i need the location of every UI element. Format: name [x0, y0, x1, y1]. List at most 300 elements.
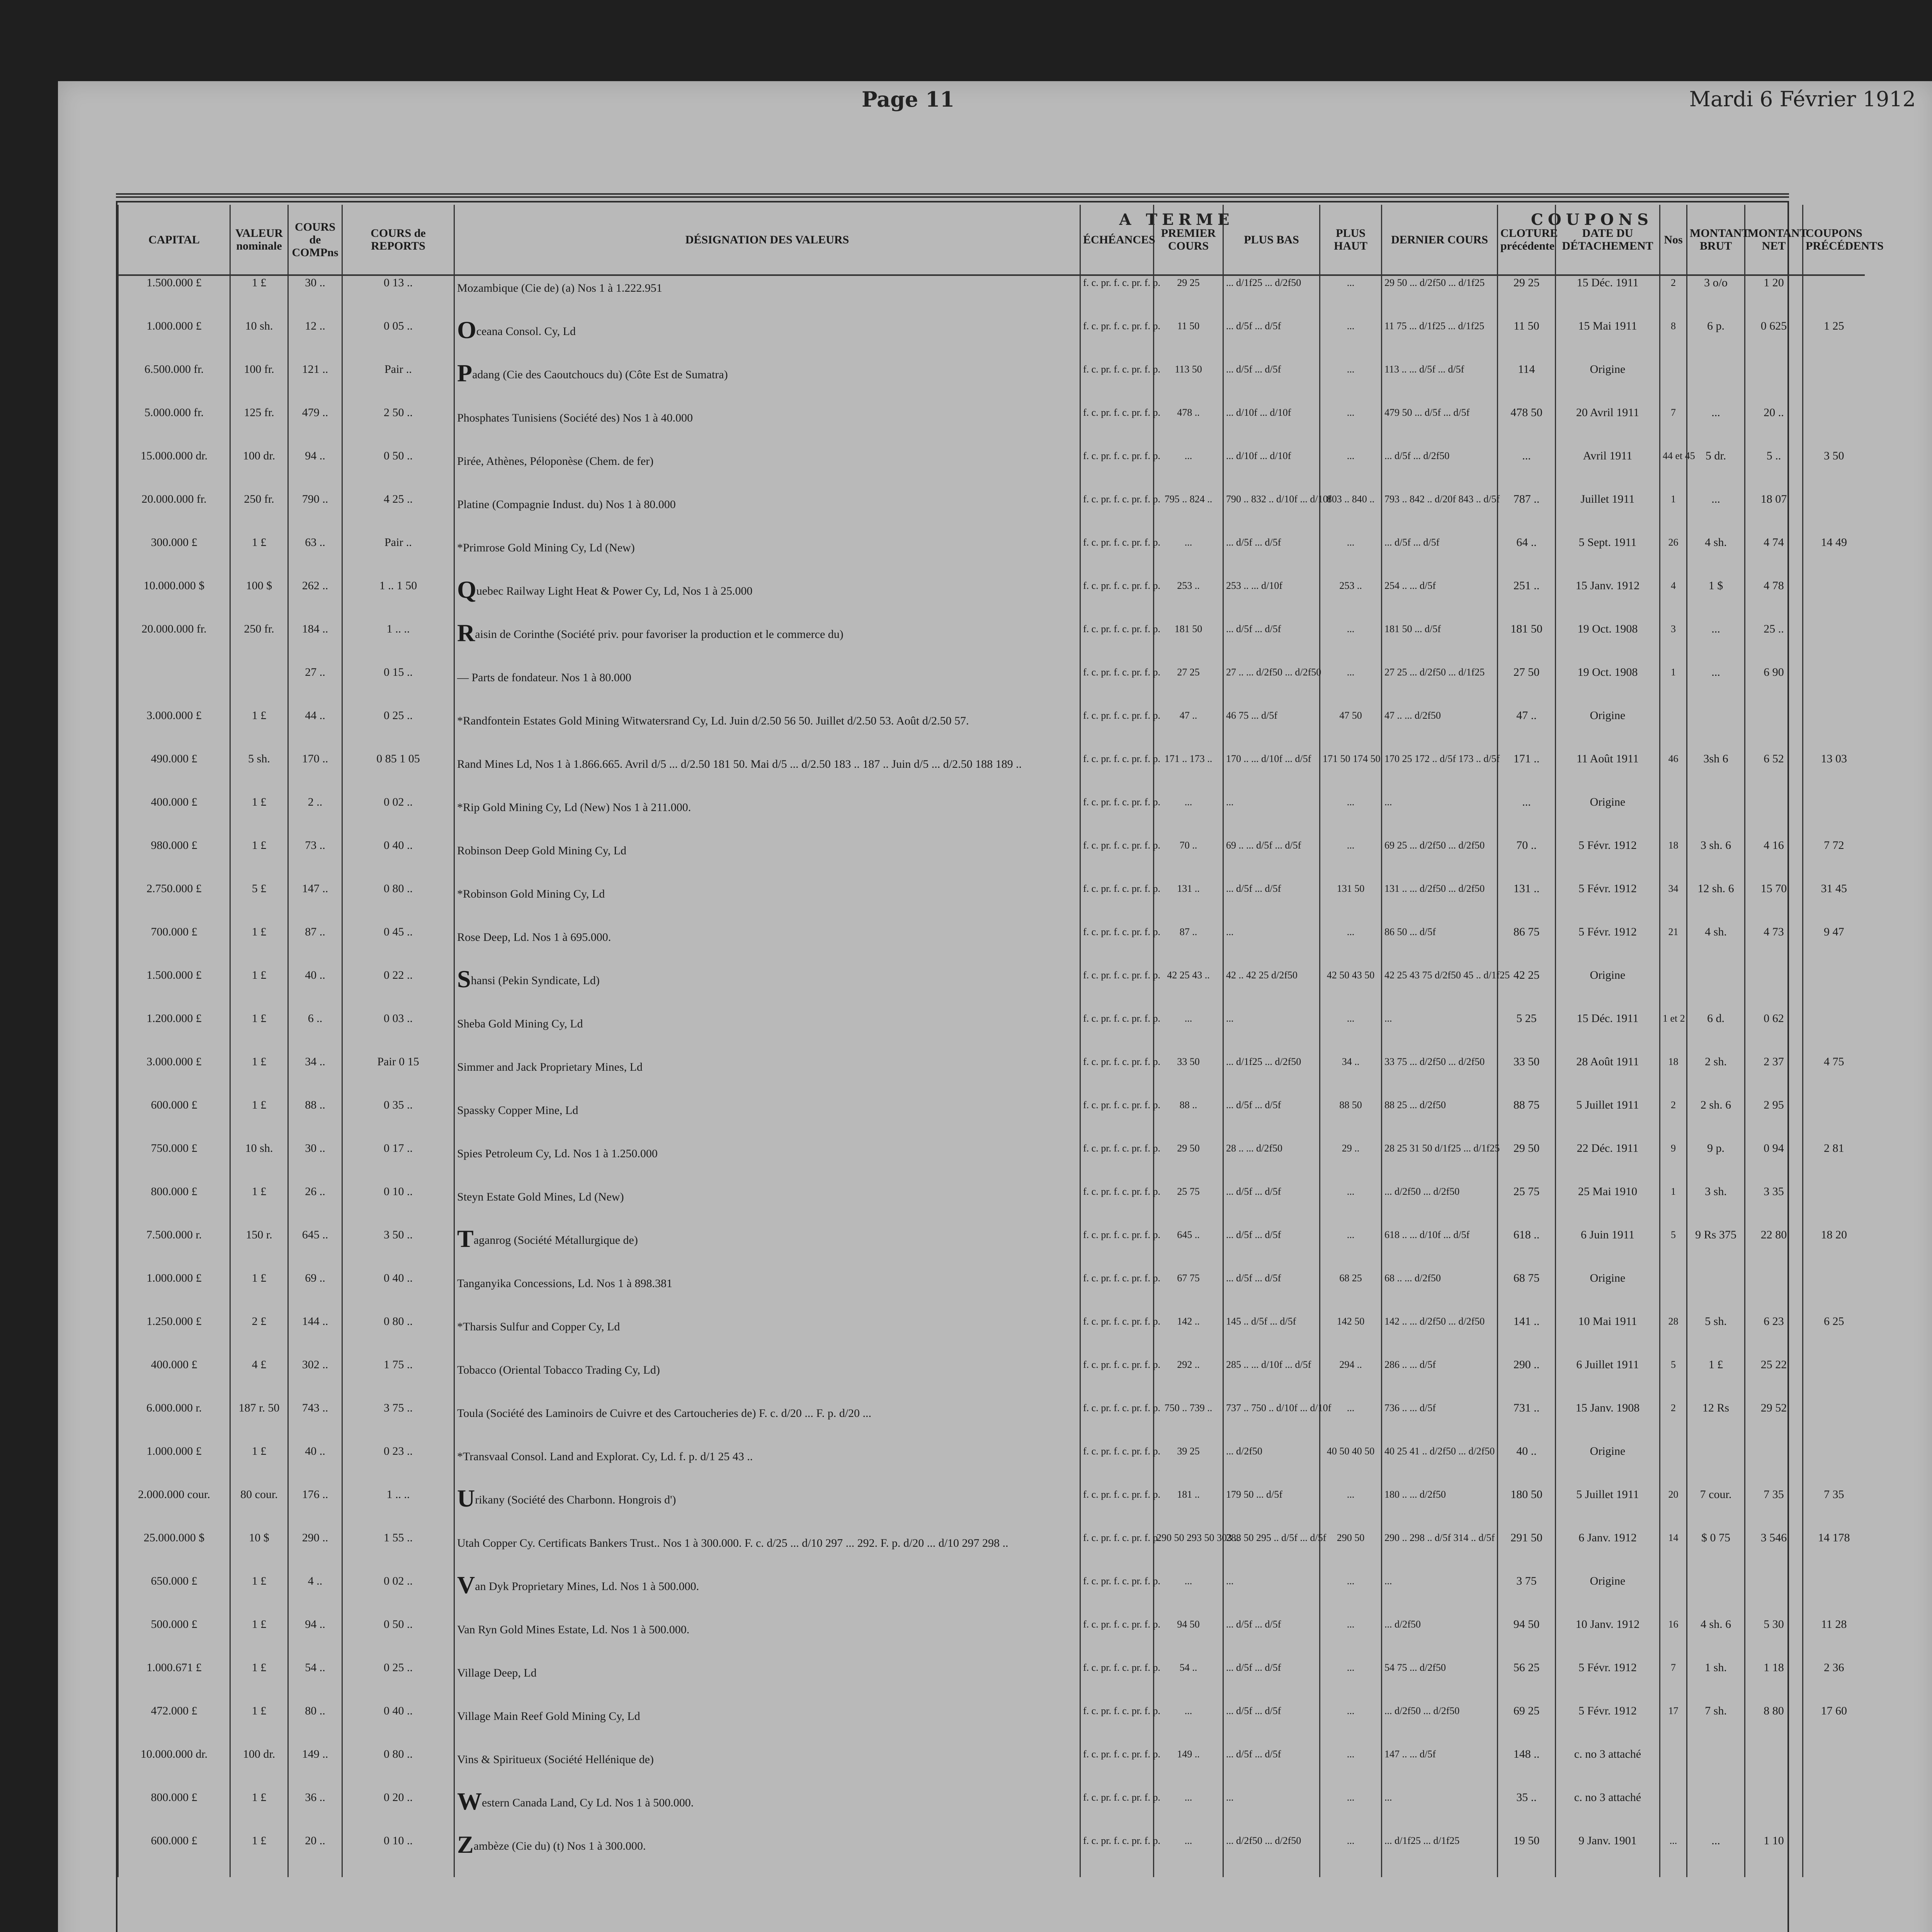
cell-plus-haut: ... [1320, 1488, 1382, 1531]
cell-cloture: 131 .. [1498, 882, 1556, 925]
cell-coupons-precedents: 13 03 [1803, 752, 1865, 795]
cell-montant-brut: 3 sh. [1687, 1185, 1745, 1228]
cell-numero [1660, 968, 1687, 1012]
cell-echeances: f. c. pr. f. c. pr. f. p. [1080, 665, 1154, 709]
cell-nominal: 1 £ [230, 838, 288, 882]
cell-premier-cours: 142 .. [1154, 1315, 1223, 1358]
cell-capital [118, 665, 230, 709]
cell-cours-comp: 54 .. [288, 1661, 342, 1704]
cell-coupons-precedents [1803, 1444, 1865, 1488]
cell-premier-cours: ... [1154, 449, 1223, 492]
cell-capital: 10.000.000 dr. [118, 1747, 230, 1791]
cell-numero: 16 [1660, 1617, 1687, 1661]
cell-numero: 7 [1660, 1661, 1687, 1704]
cell-date-detachement: Avril 1911 [1556, 449, 1660, 492]
cell-montant-net: 1 18 [1745, 1661, 1803, 1704]
table-row [118, 1141, 1865, 1185]
cell-dernier-cours: ... d/2f50 ... d/2f50 [1382, 1185, 1498, 1228]
cell-plus-bas: ... d/5f ... d/5f [1223, 1704, 1320, 1747]
cell-numero: 17 [1660, 1704, 1687, 1747]
cell-cours-reports: 0 40 .. [342, 1704, 454, 1747]
cell-coupons-precedents [1803, 1271, 1865, 1315]
cell-montant-brut: 2 sh. [1687, 1055, 1745, 1098]
cell-cloture: 618 .. [1498, 1228, 1556, 1271]
cell-date-detachement: Origine [1556, 968, 1660, 1012]
cell-dernier-cours: ... d/5f ... d/2f50 [1382, 449, 1498, 492]
cell-plus-bas: ... [1223, 1791, 1320, 1834]
drop-initial: W [457, 1787, 482, 1815]
table-row [118, 925, 1865, 968]
cell-nominal: 1 £ [230, 1704, 288, 1747]
cell-dernier-cours: 147 .. ... d/5f [1382, 1747, 1498, 1791]
cell-premier-cours: 253 .. [1154, 579, 1223, 622]
cell-cloture: 88 75 [1498, 1098, 1556, 1141]
cell-nominal: 10 sh. [230, 1141, 288, 1185]
cell-numero [1660, 1444, 1687, 1488]
cell-dernier-cours: 27 25 ... d/2f50 ... d/1f25 [1382, 665, 1498, 709]
cell-premier-cours: ... [1154, 1012, 1223, 1055]
cell-coupons-precedents: 1 25 [1803, 319, 1865, 362]
cell-montant-net: 20 .. [1745, 406, 1803, 449]
cell-nominal: 1 £ [230, 1834, 288, 1877]
designation-text: Pirée, Athènes, Péloponèse (Chem. de fer) [457, 455, 654, 468]
cell-plus-haut: ... [1320, 1574, 1382, 1617]
cell-date-detachement: 19 Oct. 1908 [1556, 622, 1660, 665]
cell-montant-brut: 9 Rs 375 [1687, 1228, 1745, 1271]
cell-cours-reports: 0 80 .. [342, 1315, 454, 1358]
cell-montant-net: 29 52 [1745, 1401, 1803, 1444]
cell-montant-brut: $ 0 75 [1687, 1531, 1745, 1574]
cell-plus-haut: ... [1320, 1661, 1382, 1704]
cell-numero: 1 [1660, 665, 1687, 709]
cell-designation [454, 1271, 1080, 1315]
cell-nominal: 1 £ [230, 795, 288, 838]
cell-montant-brut: 5 sh. [1687, 1315, 1745, 1358]
cell-montant-brut: 2 sh. 6 [1687, 1098, 1745, 1141]
cell-nominal: 1 £ [230, 1271, 288, 1315]
cell-echeances: f. c. pr. f. c. pr. f. p. [1080, 1444, 1154, 1488]
cell-cloture: 40 .. [1498, 1444, 1556, 1488]
cell-plus-haut: ... [1320, 925, 1382, 968]
cell-numero: 34 [1660, 882, 1687, 925]
cell-dernier-cours: 181 50 ... d/5f [1382, 622, 1498, 665]
cell-cours-reports: 0 50 .. [342, 449, 454, 492]
cell-capital: 300.000 £ [118, 536, 230, 579]
cell-premier-cours: 11 50 [1154, 319, 1223, 362]
cell-premier-cours: 67 75 [1154, 1271, 1223, 1315]
cell-numero: 21 [1660, 925, 1687, 968]
cell-plus-bas: ... d/10f ... d/10f [1223, 449, 1320, 492]
cell-dernier-cours: ... [1382, 1791, 1498, 1834]
drop-initial: S [457, 965, 471, 993]
cell-dernier-cours: ... [1382, 1574, 1498, 1617]
cell-cours-reports: 0 85 1 05 [342, 752, 454, 795]
cell-designation [454, 1661, 1080, 1704]
cell-montant-net: 2 95 [1745, 1098, 1803, 1141]
cell-coupons-precedents: 11 28 [1803, 1617, 1865, 1661]
cell-plus-haut: 171 50 174 50 [1320, 752, 1382, 795]
cell-plus-haut: ... [1320, 622, 1382, 665]
cell-numero: 44 et 45 [1660, 449, 1687, 492]
cell-echeances: f. c. pr. f. c. pr. f. p. [1080, 449, 1154, 492]
cell-designation [454, 449, 1080, 492]
col-cloture: CLOTURE précédente [1498, 205, 1556, 275]
designation-text: Village Deep, Ld [457, 1667, 537, 1679]
cell-coupons-precedents: 14 49 [1803, 536, 1865, 579]
table-header-row [118, 205, 1865, 275]
cell-cours-comp: 302 .. [288, 1358, 342, 1401]
cell-coupons-precedents [1803, 275, 1865, 319]
cell-cours-comp: 30 .. [288, 275, 342, 319]
cell-dernier-cours: 254 .. ... d/5f [1382, 579, 1498, 622]
cell-montant-net: 15 70 [1745, 882, 1803, 925]
designation-text: Mozambique (Cie de) (a) Nos 1 à 1.222.951 [457, 282, 662, 294]
cell-plus-bas: 27 .. ... d/2f50 ... d/2f50 [1223, 665, 1320, 709]
cell-numero: 1 [1660, 492, 1687, 536]
cell-montant-net: 4 73 [1745, 925, 1803, 968]
col-designation: DÉSIGNATION DES VALEURS [454, 205, 1080, 275]
cell-date-detachement: 10 Janv. 1912 [1556, 1617, 1660, 1661]
cell-capital: 3.000.000 £ [118, 1055, 230, 1098]
cell-montant-net: 6 52 [1745, 752, 1803, 795]
cell-coupons-precedents [1803, 968, 1865, 1012]
cell-cloture: 19 50 [1498, 1834, 1556, 1877]
designation-text: — Parts de fondateur. Nos 1 à 80.000 [457, 671, 631, 684]
cell-plus-haut: ... [1320, 1704, 1382, 1747]
col-montant-net: MONTANT NET [1745, 205, 1803, 275]
cell-premier-cours: 181 .. [1154, 1488, 1223, 1531]
cell-cours-comp: 26 .. [288, 1185, 342, 1228]
cell-plus-haut: ... [1320, 1012, 1382, 1055]
cell-capital: 800.000 £ [118, 1791, 230, 1834]
cell-plus-haut: 803 .. 840 .. [1320, 492, 1382, 536]
cell-numero: 2 [1660, 275, 1687, 319]
cell-designation [454, 619, 1080, 665]
cell-montant-brut [1687, 795, 1745, 838]
cell-date-detachement: 5 Févr. 1912 [1556, 838, 1660, 882]
table-row [118, 1704, 1865, 1747]
cell-date-detachement: 15 Déc. 1911 [1556, 1012, 1660, 1055]
cell-premier-cours: 131 .. [1154, 882, 1223, 925]
cell-capital: 800.000 £ [118, 1185, 230, 1228]
cell-cours-reports: 3 50 .. [342, 1228, 454, 1271]
cell-cours-comp: 149 .. [288, 1747, 342, 1791]
cell-plus-haut: ... [1320, 665, 1382, 709]
designation-text: Utah Copper Cy. Certificats Bankers Trust.. Nos 1 à 300.000. F. c. d/25 ... d/10 297 ... 292. F. p. d/20 ... d/10 297 298 .. [457, 1537, 1009, 1549]
cell-montant-net [1745, 1574, 1803, 1617]
cell-cloture: 33 50 [1498, 1055, 1556, 1098]
cell-designation [454, 1055, 1080, 1098]
cell-date-detachement: Origine [1556, 1444, 1660, 1488]
cell-montant-net: 4 78 [1745, 579, 1803, 622]
cell-numero [1660, 1791, 1687, 1834]
cell-cours-comp: 20 .. [288, 1834, 342, 1877]
designation-text: Van Ryn Gold Mines Estate, Ld. Nos 1 à 500.000. [457, 1623, 690, 1636]
cell-nominal [230, 665, 288, 709]
cell-coupons-precedents: 3 50 [1803, 449, 1865, 492]
designation-text: Tanganyika Concessions, Ld. Nos 1 à 898.381 [457, 1277, 672, 1290]
cell-montant-net: 1 20 [1745, 275, 1803, 319]
cell-premier-cours: 29 50 [1154, 1141, 1223, 1185]
cell-cloture: 27 50 [1498, 665, 1556, 709]
cell-designation [454, 1225, 1080, 1271]
table-row [118, 275, 1865, 319]
cell-capital: 750.000 £ [118, 1141, 230, 1185]
table-row [118, 319, 1865, 362]
cell-date-detachement: 15 Janv. 1908 [1556, 1401, 1660, 1444]
cell-coupons-precedents [1803, 1185, 1865, 1228]
col-cours-comp: COURS de COMPns [288, 205, 342, 275]
cell-cours-comp: 63 .. [288, 536, 342, 579]
cell-nominal: 5 sh. [230, 752, 288, 795]
cell-cours-comp: 170 .. [288, 752, 342, 795]
cell-designation [454, 576, 1080, 622]
cell-cloture: 42 25 [1498, 968, 1556, 1012]
table-row [118, 752, 1865, 795]
cell-cours-comp: 34 .. [288, 1055, 342, 1098]
drop-initial: U [457, 1485, 475, 1512]
cell-cours-comp: 184 .. [288, 622, 342, 665]
cell-dernier-cours: 479 50 ... d/5f ... d/5f [1382, 406, 1498, 449]
col-plus-haut: PLUS HAUT [1320, 205, 1382, 275]
cell-premier-cours: ... [1154, 795, 1223, 838]
cell-dernier-cours: 69 25 ... d/2f50 ... d/2f50 [1382, 838, 1498, 882]
cell-date-detachement: c. no 3 attaché [1556, 1791, 1660, 1834]
cell-plus-haut: 42 50 43 50 [1320, 968, 1382, 1012]
cell-nominal: 1 £ [230, 709, 288, 752]
cell-cloture: 141 .. [1498, 1315, 1556, 1358]
cell-premier-cours: 70 .. [1154, 838, 1223, 882]
cell-cours-comp: 40 .. [288, 1444, 342, 1488]
cell-plus-bas: ... [1223, 1012, 1320, 1055]
cell-plus-bas: ... d/5f ... d/5f [1223, 1747, 1320, 1791]
cell-coupons-precedents: 31 45 [1803, 882, 1865, 925]
cell-coupons-precedents [1803, 665, 1865, 709]
designation-text: Steyn Estate Gold Mines, Ld (New) [457, 1190, 624, 1203]
cell-montant-net: 25 .. [1745, 622, 1803, 665]
cell-plus-bas: ... [1223, 795, 1320, 838]
cell-designation [454, 925, 1080, 968]
page-number: Page 11 [862, 87, 955, 112]
cell-plus-bas: 46 75 ... d/5f [1223, 709, 1320, 752]
cell-dernier-cours: ... d/2f50 [1382, 1617, 1498, 1661]
cell-designation [454, 1315, 1080, 1358]
col-premier-cours: PREMIER COURS [1154, 205, 1223, 275]
cell-designation [454, 536, 1080, 579]
cell-montant-net [1745, 1747, 1803, 1791]
cell-date-detachement: 5 Févr. 1912 [1556, 925, 1660, 968]
designation-text: *Randfontein Estates Gold Mining Witwatersrand Cy, Ld. Juin d/2.50 56 50. Juillet d/2.50 53. Août d/2.50 57. [457, 714, 969, 727]
cell-coupons-precedents [1803, 1401, 1865, 1444]
cell-plus-haut: 29 .. [1320, 1141, 1382, 1185]
cell-designation [454, 795, 1080, 838]
cell-plus-bas: ... d/5f ... d/5f [1223, 319, 1320, 362]
cell-coupons-precedents [1803, 1791, 1865, 1834]
cell-cloture: 64 .. [1498, 536, 1556, 579]
cell-dernier-cours: 11 75 ... d/1f25 ... d/1f25 [1382, 319, 1498, 362]
cell-montant-net: 7 35 [1745, 1488, 1803, 1531]
cell-cours-comp: 73 .. [288, 838, 342, 882]
col-valeur-nominale: VALEUR nominale [230, 205, 288, 275]
coupons-heading: COUPONS [1531, 211, 1653, 229]
designation-text: Rand Mines Ld, Nos 1 à 1.866.665. Avril d/5 ... d/2.50 181 50. Mai d/5 ... d/2.50 183 .. 187 .. Juin d/5 ... d/2.50 188 189 .. [457, 758, 1022, 770]
cell-dernier-cours: 86 50 ... d/5f [1382, 925, 1498, 968]
cell-designation [454, 316, 1080, 362]
cell-cloture: 29 50 [1498, 1141, 1556, 1185]
cell-plus-bas: ... d/5f ... d/5f [1223, 362, 1320, 406]
cell-coupons-precedents [1803, 492, 1865, 536]
cell-echeances: f. c. pr. f. c. pr. f. p. [1080, 1791, 1154, 1834]
cell-premier-cours: 33 50 [1154, 1055, 1223, 1098]
cell-designation [454, 492, 1080, 536]
designation-text: ceana Consol. Cy, Ld [476, 325, 576, 338]
cell-montant-net [1745, 709, 1803, 752]
cell-premier-cours: 39 25 [1154, 1444, 1223, 1488]
cell-nominal: 4 £ [230, 1358, 288, 1401]
cell-cloture: 35 .. [1498, 1791, 1556, 1834]
cell-date-detachement: 11 Août 1911 [1556, 752, 1660, 795]
cell-echeances: f. c. pr. f. c. pr. f. p. [1080, 1141, 1154, 1185]
cell-premier-cours: 27 25 [1154, 665, 1223, 709]
cell-cloture: 3 75 [1498, 1574, 1556, 1617]
cell-plus-bas: 145 .. d/5f ... d/5f [1223, 1315, 1320, 1358]
designation-text: Simmer and Jack Proprietary Mines, Ld [457, 1061, 643, 1073]
cell-dernier-cours: ... d/1f25 ... d/1f25 [1382, 1834, 1498, 1877]
cell-nominal: 100 $ [230, 579, 288, 622]
cell-nominal: 125 fr. [230, 406, 288, 449]
cell-capital: 1.250.000 £ [118, 1315, 230, 1358]
cell-plus-haut: 294 .. [1320, 1358, 1382, 1401]
cell-montant-net: 22 80 [1745, 1228, 1803, 1271]
cell-numero: 2 [1660, 1098, 1687, 1141]
cell-capital: 1.500.000 £ [118, 275, 230, 319]
cell-plus-haut: ... [1320, 449, 1382, 492]
cell-designation [454, 1141, 1080, 1185]
designation-text: rikany (Société des Charbonn. Hongrois d') [475, 1493, 676, 1506]
cell-date-detachement: 5 Juillet 1911 [1556, 1098, 1660, 1141]
drop-initial: Q [457, 576, 476, 603]
cell-cloture: 291 50 [1498, 1531, 1556, 1574]
cell-dernier-cours: 113 .. ... d/5f ... d/5f [1382, 362, 1498, 406]
drop-initial: T [457, 1225, 474, 1252]
col-coupons-precedents: COUPONS PRÉCÉDENTS [1803, 205, 1865, 275]
cell-date-detachement: Origine [1556, 795, 1660, 838]
cell-plus-bas: ... d/5f ... d/5f [1223, 1271, 1320, 1315]
cell-plus-haut: 68 25 [1320, 1271, 1382, 1315]
cell-cloture: 171 .. [1498, 752, 1556, 795]
cell-nominal: 1 £ [230, 1055, 288, 1098]
cell-date-detachement: 20 Avril 1911 [1556, 406, 1660, 449]
cell-montant-brut: 9 p. [1687, 1141, 1745, 1185]
cell-echeances: f. c. pr. f. c. pr. f. p. [1080, 968, 1154, 1012]
designation-text: aganrog (Société Métallurgique de) [473, 1234, 638, 1247]
cell-cours-reports: 0 02 .. [342, 795, 454, 838]
cell-cours-reports: 0 35 .. [342, 1098, 454, 1141]
cell-capital: 650.000 £ [118, 1574, 230, 1617]
cell-premier-cours: 54 .. [1154, 1661, 1223, 1704]
cell-premier-cours: 795 .. 824 .. [1154, 492, 1223, 536]
cell-cours-reports: 1 75 .. [342, 1358, 454, 1401]
cell-echeances: f. c. pr. f. c. pr. f. p. [1080, 406, 1154, 449]
table-row [118, 795, 1865, 838]
table-row [118, 838, 1865, 882]
table-row [118, 1617, 1865, 1661]
cell-dernier-cours: 286 .. ... d/5f [1382, 1358, 1498, 1401]
cell-numero: 18 [1660, 1055, 1687, 1098]
cell-echeances: f. c. pr. f. c. pr. f. p. [1080, 1315, 1154, 1358]
cell-premier-cours: 645 .. [1154, 1228, 1223, 1271]
cell-montant-brut: 1 $ [1687, 579, 1745, 622]
cell-plus-bas: ... d/2f50 ... d/2f50 [1223, 1834, 1320, 1877]
cell-dernier-cours: 40 25 41 .. d/2f50 ... d/2f50 [1382, 1444, 1498, 1488]
cell-numero: 28 [1660, 1315, 1687, 1358]
designation-text: Sheba Gold Mining Cy, Ld [457, 1017, 583, 1030]
cell-dernier-cours: 47 .. ... d/2f50 [1382, 709, 1498, 752]
designation-text: uebec Railway Light Heat & Power Cy, Ld, Nos 1 à 25.000 [476, 585, 753, 597]
cell-cours-comp: 88 .. [288, 1098, 342, 1141]
cell-cloture: 69 25 [1498, 1704, 1556, 1747]
cell-plus-bas: 28 .. ... d/2f50 [1223, 1141, 1320, 1185]
cell-capital: 980.000 £ [118, 838, 230, 882]
table-row [118, 1228, 1865, 1271]
cell-echeances: f. c. pr. f. c. pr. f. p. [1080, 1531, 1154, 1574]
cell-plus-haut: 40 50 40 50 [1320, 1444, 1382, 1488]
cell-nominal: 1 £ [230, 925, 288, 968]
cell-premier-cours: 29 25 [1154, 275, 1223, 319]
cell-capital: 1.500.000 £ [118, 968, 230, 1012]
cell-capital: 25.000.000 $ [118, 1531, 230, 1574]
cell-capital: 600.000 £ [118, 1834, 230, 1877]
table-row [118, 536, 1865, 579]
cell-coupons-precedents: 14 178 [1803, 1531, 1865, 1574]
cell-plus-bas: ... d/5f ... d/5f [1223, 1185, 1320, 1228]
cell-cours-comp: 262 .. [288, 579, 342, 622]
cell-cours-reports: 0 22 .. [342, 968, 454, 1012]
cell-montant-brut: ... [1687, 406, 1745, 449]
cell-dernier-cours: 29 50 ... d/2f50 ... d/1f25 [1382, 275, 1498, 319]
cell-cloture: 251 .. [1498, 579, 1556, 622]
cell-echeances: f. c. pr. f. c. pr. f. p. [1080, 275, 1154, 319]
cell-montant-brut: 7 cour. [1687, 1488, 1745, 1531]
cell-numero: ... [1660, 1834, 1687, 1877]
cell-cours-reports: 0 10 .. [342, 1185, 454, 1228]
cell-montant-brut [1687, 1791, 1745, 1834]
cell-montant-net: 0 62 [1745, 1012, 1803, 1055]
designation-text: Spies Petroleum Cy, Ld. Nos 1 à 1.250.000 [457, 1147, 658, 1160]
cell-echeances: f. c. pr. f. c. pr. f. p. [1080, 1012, 1154, 1055]
cell-dernier-cours: 618 .. ... d/10f ... d/5f [1382, 1228, 1498, 1271]
cell-plus-haut: 290 50 [1320, 1531, 1382, 1574]
cell-echeances: f. c. pr. f. c. pr. f. p. [1080, 1574, 1154, 1617]
cell-plus-haut: ... [1320, 275, 1382, 319]
cell-plus-haut: ... [1320, 795, 1382, 838]
cell-cours-comp: 4 .. [288, 1574, 342, 1617]
cell-coupons-precedents: 4 75 [1803, 1055, 1865, 1098]
cell-montant-net [1745, 968, 1803, 1012]
cell-capital: 2.000.000 cour. [118, 1488, 230, 1531]
cell-nominal: 150 r. [230, 1228, 288, 1271]
cell-plus-bas: ... d/5f ... d/5f [1223, 1098, 1320, 1141]
cell-plus-bas: 179 50 ... d/5f [1223, 1488, 1320, 1531]
cell-plus-haut: ... [1320, 1617, 1382, 1661]
cell-capital: 10.000.000 $ [118, 579, 230, 622]
cell-cloture: 70 .. [1498, 838, 1556, 882]
table-row [118, 1488, 1865, 1531]
cell-date-detachement: 15 Janv. 1912 [1556, 579, 1660, 622]
cell-dernier-cours: 131 .. ... d/2f50 ... d/2f50 [1382, 882, 1498, 925]
drop-initial: R [457, 619, 475, 646]
cell-cours-reports: 1 .. .. [342, 1488, 454, 1531]
